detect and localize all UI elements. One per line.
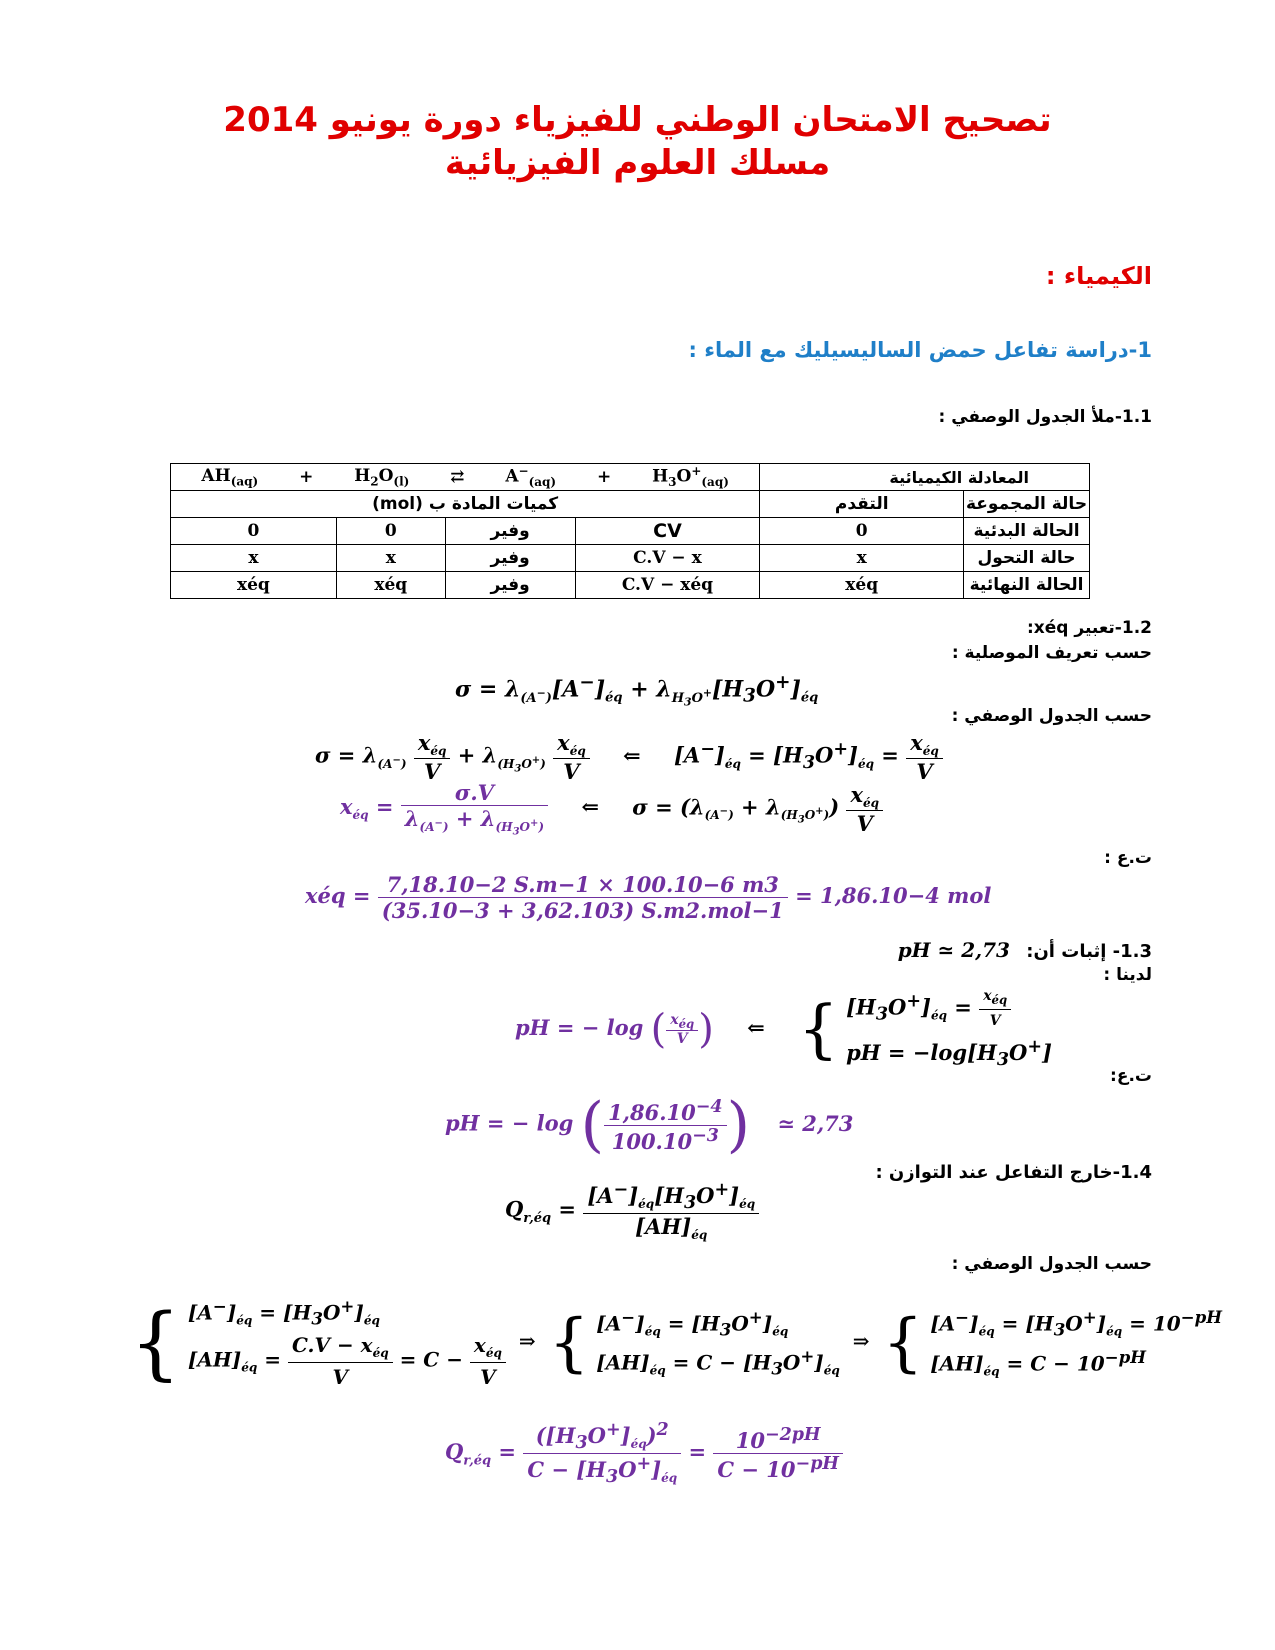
part1-heading: 1-دراسة تفاعل حمض الساليسيليك مع الماء :	[688, 338, 1152, 362]
q14-table-label: حسب الجدول الوصفي :	[951, 1254, 1152, 1274]
eq-reactant-water: $H_2O_{(l)}$	[354, 465, 410, 489]
q12-label: 1.2-تعبير xéq:	[1026, 618, 1152, 638]
q14-label: 1.4-خارج التفاعل عند التوازن :	[875, 1162, 1152, 1183]
table-row: xéq xéq وفير C.V − xéq xéq الحالة النهائية	[171, 572, 1090, 599]
q13-have-label: لدينا :	[1103, 965, 1152, 985]
eq-product-a: $A^-_{(aq)}$	[505, 464, 557, 490]
eq-plus-2: +	[596, 466, 612, 487]
ph-numeric: pH = − log ( $\frac{1,86.10^{-4}}{100.10^{-3}}$ ) ≃ 2,73	[445, 1090, 854, 1160]
document-title-line1: تصحيح الامتحان الوطني للفيزياء دورة يونيو 2014	[223, 100, 1052, 140]
progress-table	[170, 463, 1090, 599]
ph-derivation: pH = − log ( $\frac{x_{éq}}{V}$ ) ⇐ { $[H_3O^+]_{éq}$ = $\frac{x_{éq}}{V}$ pH = $-\log[H_3O^+]$	[515, 985, 1052, 1074]
xeq-numeric: xéq = $\frac{7,18.10-2 S.m-1 \times 100.10-6 m3}{\text{(35.10−3 + 3,62.103) S.m2.mol−1}}$ = 1,86.10−4 mol	[305, 872, 992, 923]
conductivity-formula: $\sigma = \lambda_{(A^-)}[A^-]_{éq} + \lambda_{H_3O^+}[H_3O^+]_{éq}$	[455, 672, 819, 709]
q11-label: 1.1-ملأ الجدول الوصفي :	[938, 407, 1152, 427]
table-eq-label: المعادلة الكيميائية	[760, 464, 1090, 491]
document-title-line2: مسلك العلوم الفيزيائية	[444, 143, 831, 183]
q12-conductivity-label: حسب تعريف الموصلية :	[951, 643, 1152, 663]
table-row: x x وفير C.V − x x حالة التحول	[171, 545, 1090, 572]
xeq-expression: $x_{éq}$ = $\frac{\sigma.V}{\lambda_{(A^-)} + \lambda_{(H_3O^+)}}$ ⇐ $\sigma = (\lambda_{(A^-)} + \lambda_{(H_3O^+)})$ $\frac{x_{éq}}{V}$	[340, 780, 883, 838]
qr-definition: $Q_{r,éq}$ = $\frac{[A^-]_{éq}[H_3O^+]_{éq}}{[AH]_{éq}}$	[505, 1180, 759, 1242]
eq-arrow: ⇄	[450, 466, 465, 487]
section-heading: الكيمياء :	[1045, 262, 1152, 290]
q13-numeric-label: ت.ع:	[1110, 1066, 1152, 1086]
table-row: 0 0 وفير CV 0 الحالة البدئية	[171, 518, 1090, 545]
table-advance-label: التقدم	[760, 491, 964, 518]
table-state-label: حالة المجموعة	[964, 491, 1090, 518]
q13-label: 1.3- إثبات أن: pH ≃ 2,73	[897, 938, 1152, 962]
q12-numeric-label: ت.ع :	[1104, 848, 1152, 868]
eq-reactant-ah: $AH_{(aq)}$	[201, 465, 259, 489]
qr-final: $Q_{r,éq}$ = $\frac{([H_3O^+]_{éq})^2}{C - [H_3O^+]_{éq}}$ = $\frac{10^{-2pH}}{C - 10^{-pH}}$	[445, 1420, 843, 1487]
conductivity-substitution: $\sigma = \lambda_{(A^-)}$ $\frac{x_{éq}}{V}$ + $\lambda_{(H_3O^+)}$ $\frac{x_{éq}}{V}$ ⇐ $[A^-]_{éq} = [H_3O^+]_{éq}$ = $\frac{x_{éq}}{V}$	[315, 730, 943, 784]
equilibrium-system: { $[A^-]_{éq} = [H_3O^+]_{éq}$ $[AH]_{éq}$ = $\frac{C.V - x_{éq}}{V}$ = C − $\frac{x_{éq}}{V}$ ⇒ { $[A^-]_{éq} = [H_3O^+]_{éq}$ $[AH]_{éq} = C - [H_3O^+]_{éq}$ ⇒ { $[A^-]_{éq} = [H_3O^+]_{éq} = 10^{-pH}$ $[AH]_{éq} = C - 10^{-pH}$	[130, 1295, 1223, 1389]
eq-product-h3o: $H_3O^+_{(aq)}$	[652, 464, 729, 490]
eq-plus-1: +	[299, 466, 314, 487]
q13-value: pH ≃ 2,73	[897, 938, 1010, 962]
q12-table-label: حسب الجدول الوصفي :	[951, 706, 1152, 726]
table-equation	[171, 464, 760, 491]
table-amount-label: كميات المادة ب (mol)	[171, 491, 760, 518]
